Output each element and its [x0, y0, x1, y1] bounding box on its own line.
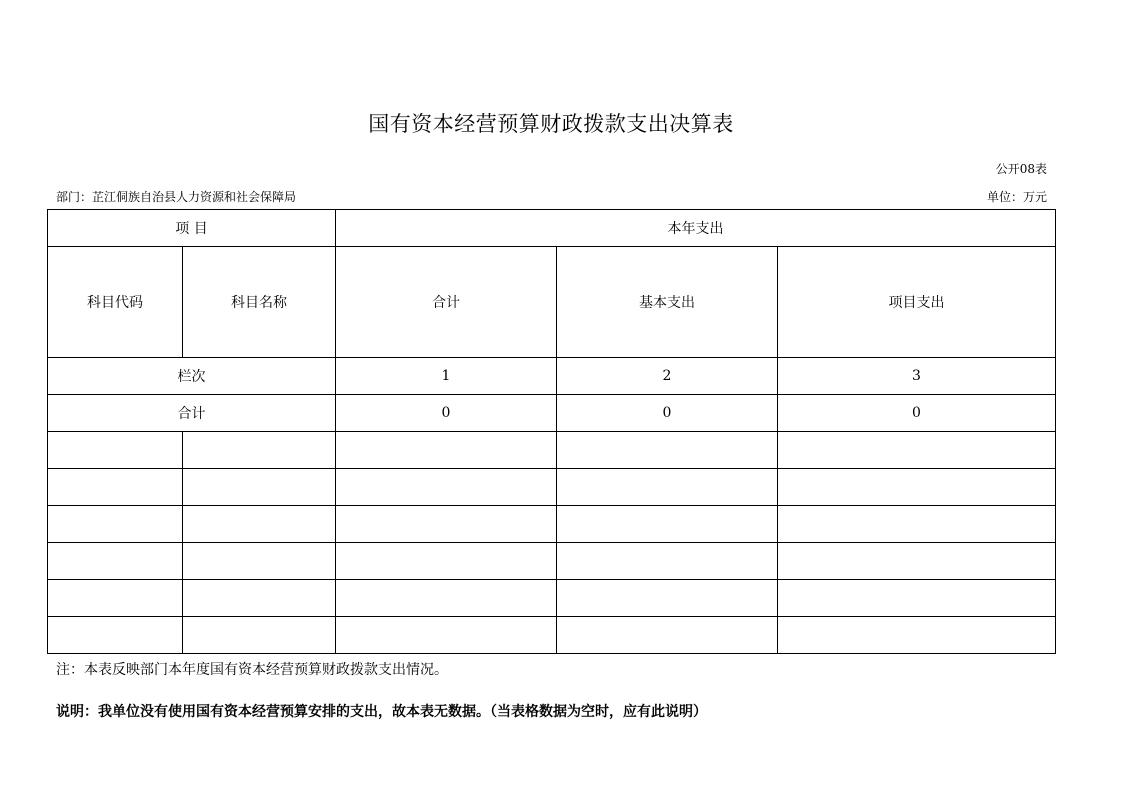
empty-cell: [183, 506, 336, 543]
empty-cell: [48, 543, 183, 580]
empty-cell: [48, 506, 183, 543]
empty-cell: [183, 580, 336, 617]
empty-cell: [778, 432, 1056, 469]
col-header-code: 科目代码: [48, 247, 183, 358]
empty-row: [48, 617, 1056, 654]
empty-cell: [557, 617, 778, 654]
empty-cell: [183, 617, 336, 654]
empty-cell: [557, 506, 778, 543]
empty-cell: [778, 469, 1056, 506]
col-header-project: 项目支出: [778, 247, 1056, 358]
empty-cell: [557, 543, 778, 580]
empty-row: [48, 580, 1056, 617]
empty-cell: [778, 543, 1056, 580]
table-note: 注：本表反映部门本年度国有资本经营预算财政拨款支出情况。: [56, 662, 448, 678]
col-header-total: 合计: [336, 247, 557, 358]
page-title: 国有资本经营预算财政拨款支出决算表: [368, 112, 734, 136]
expenditure-table: [47, 209, 1056, 654]
empty-cell: [336, 506, 557, 543]
empty-cell: [48, 432, 183, 469]
department-label: 部门：芷江侗族自治县人力资源和社会保障局: [56, 190, 297, 204]
column-number-cell: 3: [778, 358, 1056, 395]
header-row-1: [48, 210, 1056, 247]
empty-row: [48, 543, 1056, 580]
empty-row: [48, 506, 1056, 543]
empty-cell: [48, 617, 183, 654]
empty-cell: [557, 469, 778, 506]
total-value-cell: 0: [336, 395, 557, 432]
empty-cell: [778, 580, 1056, 617]
empty-row: [48, 469, 1056, 506]
empty-cell: [557, 580, 778, 617]
empty-cell: [48, 580, 183, 617]
header-current-year: 本年支出: [336, 210, 1056, 247]
empty-cell: [183, 469, 336, 506]
empty-cell: [48, 469, 183, 506]
column-number-cell: 2: [557, 358, 778, 395]
column-number-cell: 1: [336, 358, 557, 395]
empty-cell: [183, 432, 336, 469]
total-value-cell: 0: [557, 395, 778, 432]
col-header-basic: 基本支出: [557, 247, 778, 358]
empty-cell: [778, 617, 1056, 654]
header-item: 项 目: [48, 210, 336, 247]
empty-cell: [336, 432, 557, 469]
empty-cell: [336, 580, 557, 617]
form-number: 公开08表: [995, 162, 1047, 176]
column-number-row: [48, 358, 1056, 395]
empty-cell: [778, 506, 1056, 543]
empty-cell: [336, 543, 557, 580]
total-label: 合计: [48, 395, 336, 432]
empty-cell: [336, 469, 557, 506]
empty-row: [48, 432, 1056, 469]
empty-cell: [183, 543, 336, 580]
column-number-label: 栏次: [48, 358, 336, 395]
unit-label: 单位：万元: [986, 190, 1047, 204]
empty-cell: [557, 432, 778, 469]
explanation-text: 说明：我单位没有使用国有资本经营预算安排的支出，故本表无数据。（当表格数据为空时，应有此说明）: [56, 704, 707, 720]
header-row-2: [48, 247, 1056, 358]
empty-cell: [336, 617, 557, 654]
col-header-name: 科目名称: [183, 247, 336, 358]
total-value-cell: 0: [778, 395, 1056, 432]
total-row: [48, 395, 1056, 432]
